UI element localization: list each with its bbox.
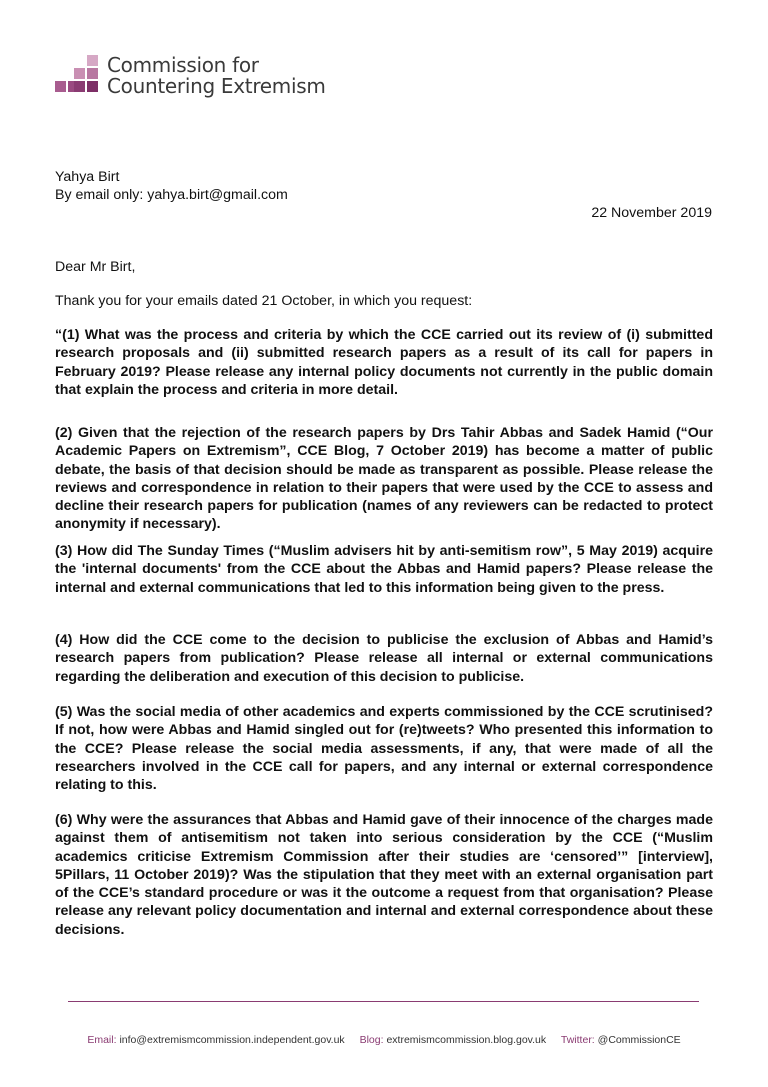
logo-square [87,55,98,66]
footer-divider [68,1001,699,1002]
request-paragraph-6: (6) Why were the assurances that Abbas and Hamid gave of their innocence of the charges made against them of antisemitism not taken into serious consideration by the CCE (“Muslim academics criticise Extremism Commission after their studies are ‘censored’” [interview], 5Pillars, 11 October 2019)? Was the stipulation that they meet with an external organisation part of the CCE’s standard procedure or was it the outcome a request from that organisation? Please release any relevant policy documentation and internal and external correspondence about these decisions. [55,812,713,938]
salutation: Dear Mr Birt, [55,259,136,275]
request-paragraph-5: (5) Was the social media of other academics and experts commissioned by the CCE scrutinised? If not, how were Abbas and Hamid singled out for (re)tweets? Who presented this information to the CCE? Please release the social media assessments, if any, that were made of all the researchers involved in the CCE call for papers, and any internal or external correspondence relating to this. [55,704,713,794]
recipient-block [55,168,288,204]
recipient-email: By email only: yahya.birt@gmail.com [55,187,288,203]
logo-square [55,81,66,92]
request-paragraph-1: “(1) What was the process and criteria by which the CCE carried out its review of (i) submitted research proposals and (ii) submitted research papers as a result of its call for papers in February 2019? Please release any internal policy documents not currently in the public domain that explain the process and criteria in more detail. [55,327,713,398]
organisation-name [107,55,326,97]
footer-twitter-label: Twitter: [560,1034,595,1046]
logo-line-2: Countering Extremism [107,74,326,98]
intro-paragraph: Thank you for your emails dated 21 October, in which you request: [55,293,473,309]
letter-date: 22 November 2019 [591,205,712,221]
logo-square [87,81,98,92]
footer-contacts [0,1034,768,1046]
request-paragraph-2: (2) Given that the rejection of the research papers by Drs Tahir Abbas and Sadek Hamid (“Our Academic Papers on Extremism”, CCE Blog, 7 October 2019) has become a matter of public debate, the basis of that decision should be made as transparent as possible. Please release the reviews and correspondence in relation to their papers that were used by the CCE to assess and decline their research papers for publication (names of any reviewers can be redacted to protect anonymity if necessary). [55,425,713,533]
footer-blog-link[interactable]: extremismcommission.blog.gov.uk [386,1034,547,1046]
footer-email-link[interactable]: info@extremismcommission.independent.gov.uk [119,1034,345,1046]
footer-email-label: Email: [87,1034,117,1046]
logo-square [87,68,98,79]
logo-square [74,68,85,79]
request-paragraph-3: (3) How did The Sunday Times (“Muslim advisers hit by anti-semitism row”, 5 May 2019) acquire the 'internal documents' from the CCE about the Abbas and Hamid papers? Please release the internal and external communications that led to this information being given to the press. [55,543,713,596]
logo-square [74,81,85,92]
recipient-name: Yahya Birt [55,169,120,185]
footer-blog-label: Blog: [359,1034,384,1046]
request-paragraph-4: (4) How did the CCE come to the decision to publicise the exclusion of Abbas and Hamid’s research papers from publication? Please release all internal or external communications regarding the deliberation and execution of this decision to publicise. [55,632,713,685]
logo-line-1: Commission for [107,53,259,77]
footer-twitter-link[interactable]: @CommissionCE [597,1034,681,1046]
